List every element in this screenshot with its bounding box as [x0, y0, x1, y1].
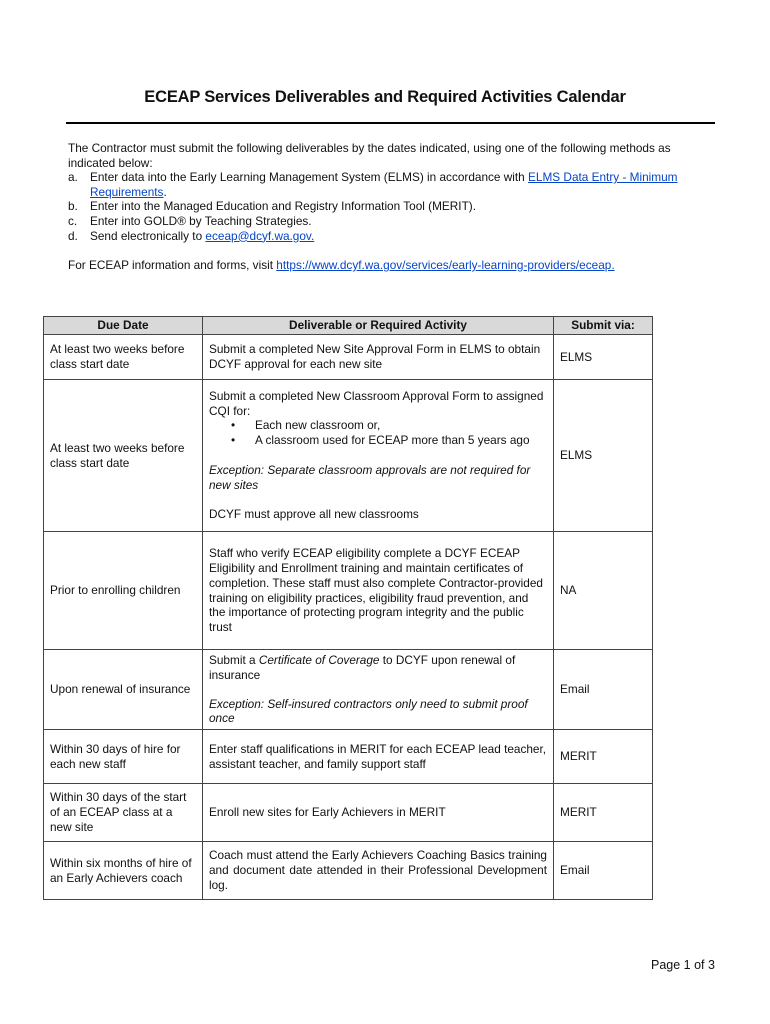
method-c	[68, 214, 718, 229]
method-marker: c.	[68, 213, 78, 228]
submit-via-cell: MERIT	[554, 730, 653, 784]
method-marker: a.	[68, 170, 78, 185]
activity-cell	[203, 380, 554, 532]
table-header-row	[44, 317, 653, 335]
method-after: .	[163, 184, 167, 199]
eceap-website-link[interactable]: https://www.dcyf.wa.gov/services/early-learning-providers/eceap.	[276, 258, 615, 272]
activity-cell: Enter staff qualifications in MERIT for each ECEAP lead teacher, assistant teacher, and family support staff	[203, 730, 554, 784]
activity-cell: Enroll new sites for Early Achievers in MERIT	[203, 784, 554, 842]
column-header-activity: Deliverable or Required Activity	[203, 317, 554, 335]
due-date-cell: Within 30 days of hire for each new staff	[44, 730, 203, 784]
submit-via-cell: Email	[554, 650, 653, 730]
intro-text: The Contractor must submit the following deliverables by the dates indicated, using one of the following methods as indicated below:	[68, 141, 671, 170]
submit-via-cell: Email	[554, 842, 653, 900]
activity-text: Submit a completed New Classroom Approval Form to assigned CQI for:	[209, 388, 544, 418]
method-marker: d.	[68, 228, 78, 243]
visit-text: For ECEAP information and forms, visit	[68, 258, 277, 272]
exception-note: Exception: Separate classroom approvals are not required for new sites	[209, 462, 531, 492]
method-b	[68, 199, 718, 214]
deliverables-table	[43, 316, 653, 900]
table-row	[44, 784, 653, 842]
due-date-cell: Upon renewal of insurance	[44, 650, 203, 730]
table-row	[44, 650, 653, 730]
activity-text-pre: Submit a	[209, 653, 259, 667]
due-date-cell: At least two weeks before class start date	[44, 335, 203, 380]
activity-cell: Coach must attend the Early Achievers Coaching Basics training and document date attended in their Professional Development log.	[203, 842, 554, 900]
column-header-submit-via: Submit via:	[554, 317, 653, 335]
submit-via-cell: ELMS	[554, 335, 653, 380]
document-title: ECEAP Services Deliverables and Required Activities Calendar	[144, 88, 626, 106]
submit-via-cell: MERIT	[554, 784, 653, 842]
method-text: Enter data into the Early Learning Management System (ELMS) in accordance with	[90, 170, 529, 185]
list-item: • Each new classroom or,	[231, 418, 547, 433]
table-row	[44, 380, 653, 532]
elms-requirements-link[interactable]: ELMS Data Entry - Minimum Requirements	[90, 170, 678, 199]
table-row	[44, 335, 653, 380]
table-row	[44, 842, 653, 900]
submit-via-cell: ELMS	[554, 380, 653, 532]
table-row	[44, 532, 653, 650]
title-rule	[66, 122, 715, 124]
activity-cell: Submit a completed New Site Approval Form in ELMS to obtain DCYF approval for each new site	[203, 335, 554, 380]
activity-note: DCYF must approve all new classrooms	[209, 507, 419, 522]
list-item: • A classroom used for ECEAP more than 5 years ago	[231, 433, 547, 448]
column-header-due-date: Due Date	[44, 317, 203, 335]
method-text: Send electronically to	[90, 228, 206, 243]
activity-cell: Staff who verify ECEAP eligibility complete a DCYF ECEAP Eligibility and Enrollment training and maintain certificates of completion. These staff must also complete Contractor-provided training on eligibility practices, eligibility fraud prevention, and the importance of protecting program integrity and the public trust	[203, 532, 554, 650]
page-number: Page 1 of 3	[651, 958, 715, 972]
activity-bullet-list	[209, 418, 547, 448]
due-date-cell: Prior to enrolling children	[44, 532, 203, 650]
method-text: Enter into the Managed Education and Registry Information Tool (MERIT).	[90, 199, 476, 214]
certificate-of-coverage-text: Certificate of Coverage	[258, 653, 380, 667]
exception-note: Exception: Self-insured contractors only need to submit proof once	[209, 696, 528, 726]
submit-via-cell: NA	[554, 532, 653, 650]
activity-text-post: to DCYF upon renewal of insurance	[209, 653, 516, 682]
method-d	[68, 229, 718, 244]
due-date-cell: Within 30 days of the start of an ECEAP class at a new site	[44, 784, 203, 842]
intro-section	[68, 141, 718, 243]
due-date-cell: Within six months of hire of an Early Achievers coach	[44, 842, 203, 900]
method-marker: b.	[68, 199, 78, 214]
activity-text	[209, 653, 547, 683]
visit-line	[68, 258, 718, 273]
activity-cell	[203, 650, 554, 730]
method-a	[68, 170, 718, 199]
due-date-cell: At least two weeks before class start date	[44, 380, 203, 532]
table-row	[44, 730, 653, 784]
method-text: Enter into GOLD® by Teaching Strategies.	[90, 213, 312, 228]
eceap-email-link[interactable]: eceap@dcyf.wa.gov.	[205, 228, 315, 243]
